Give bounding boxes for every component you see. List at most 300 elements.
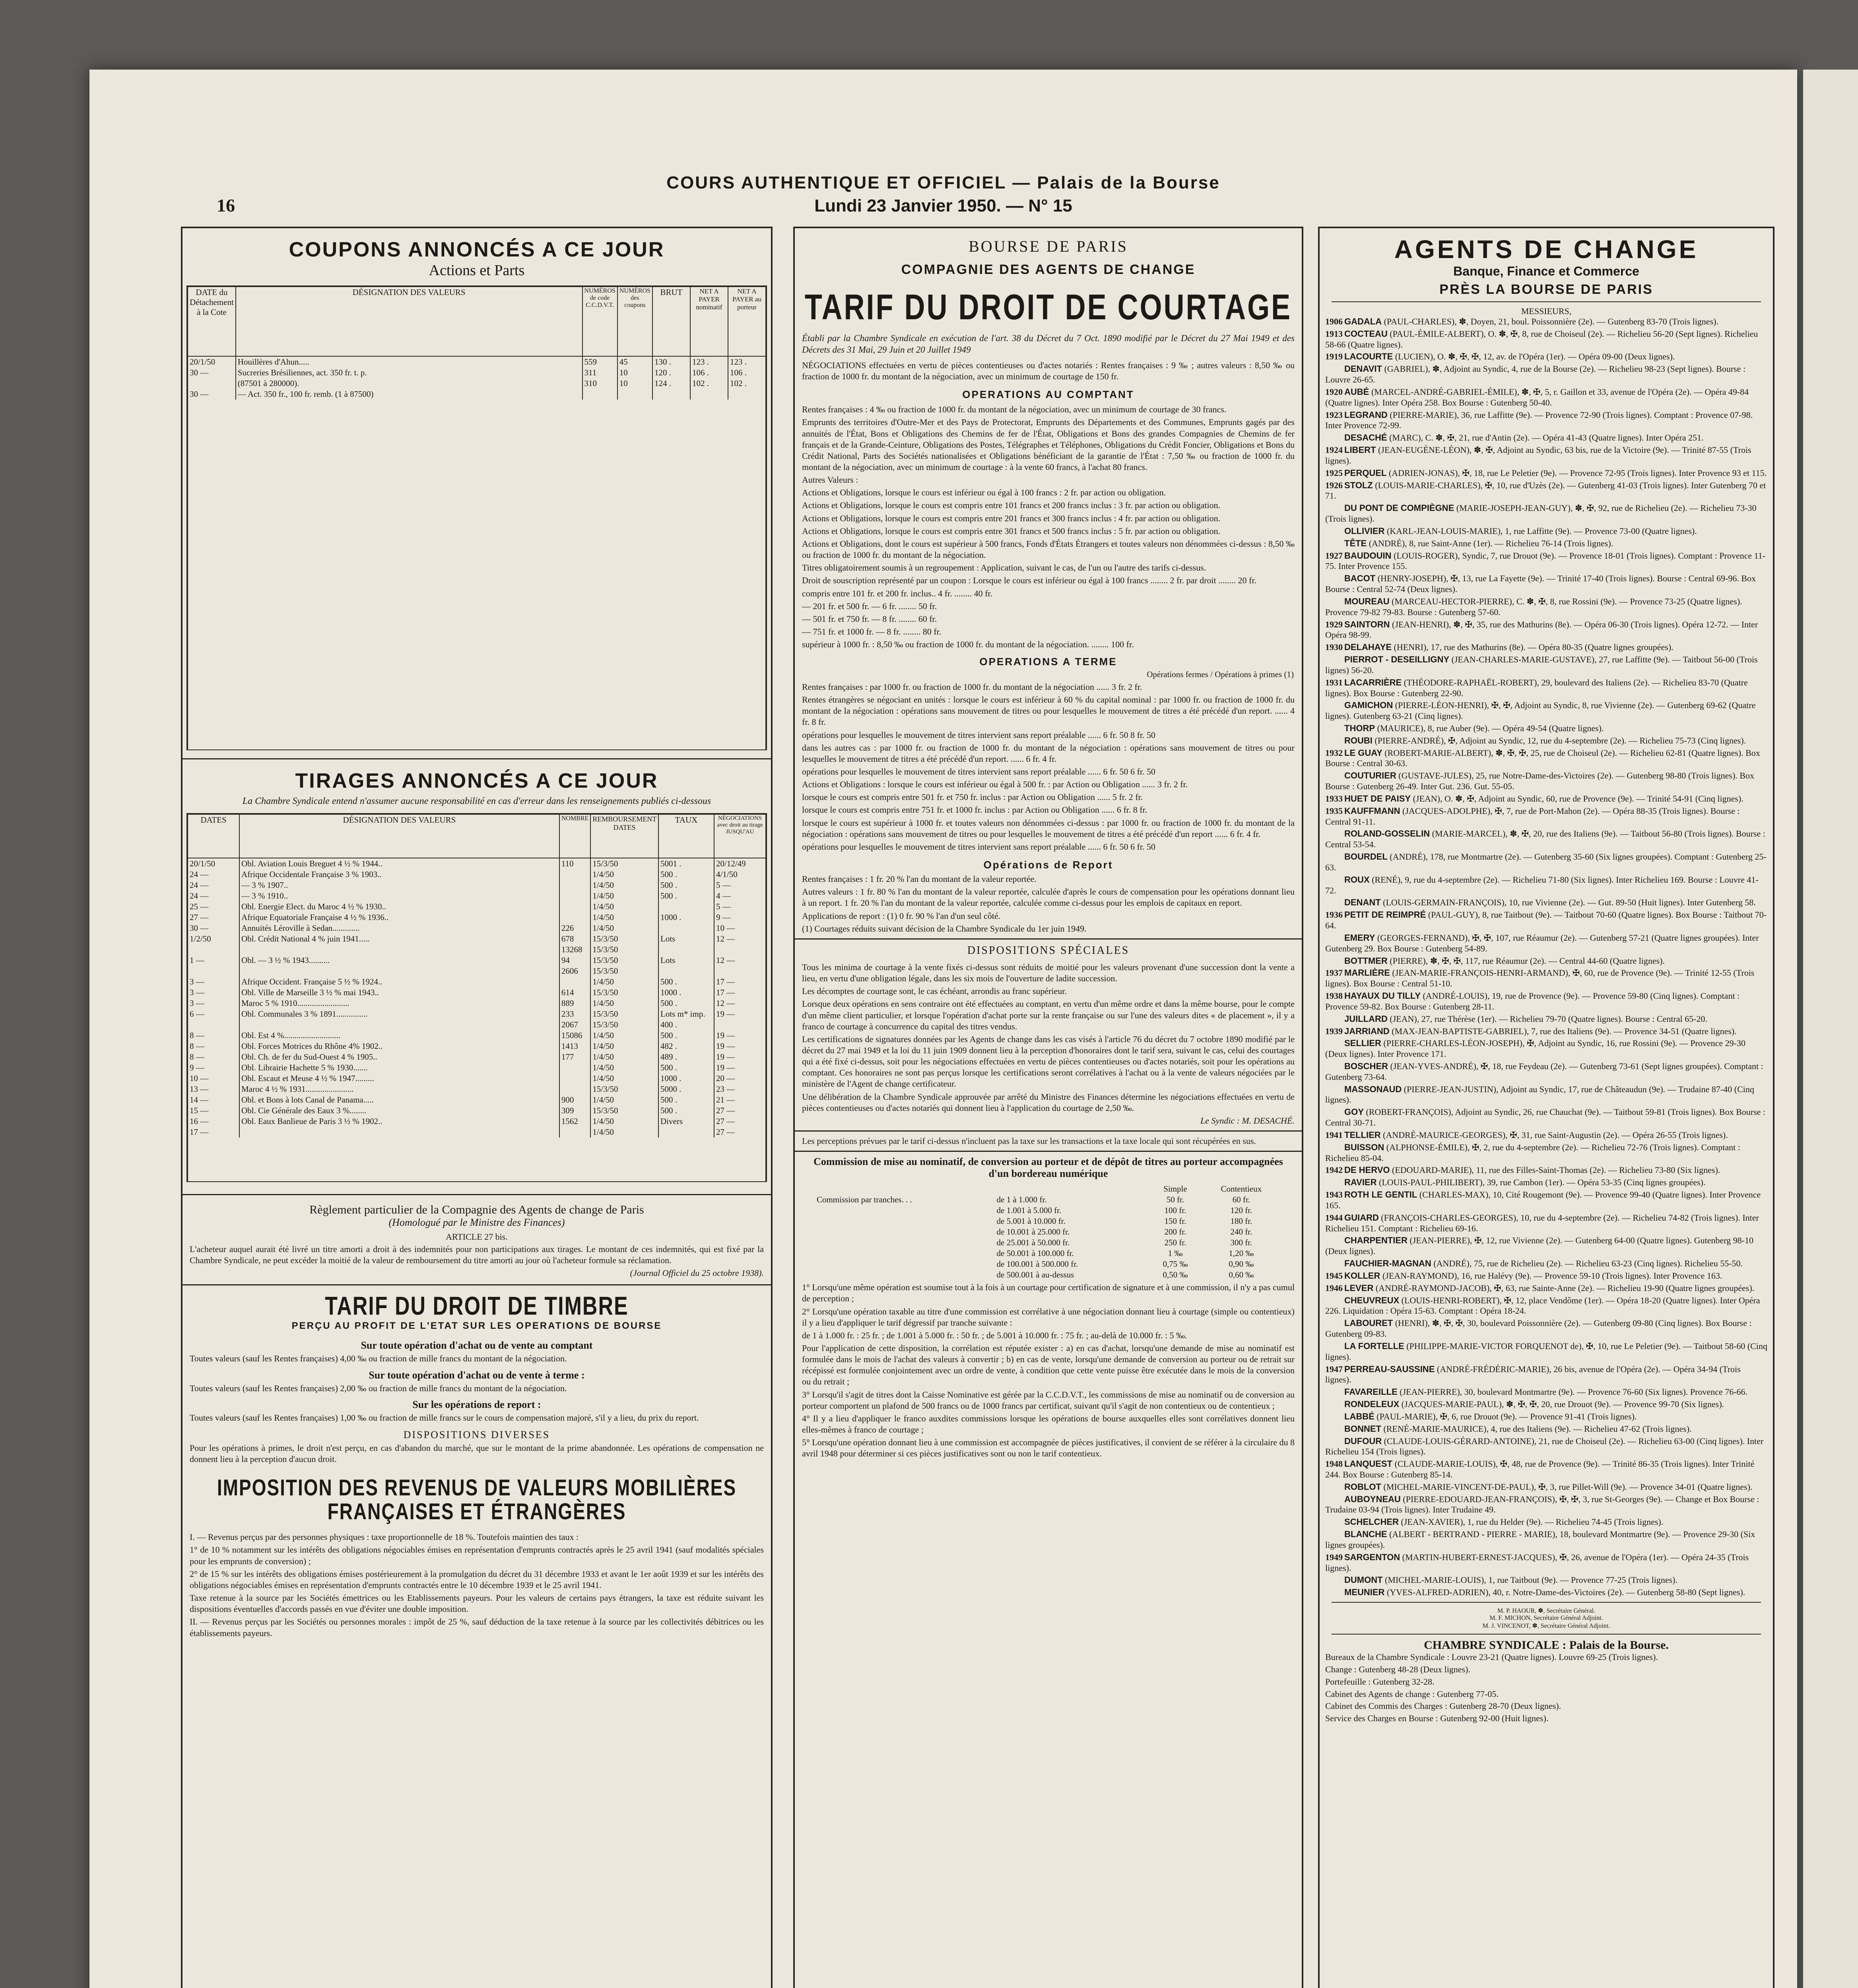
tirage-row [188,869,766,880]
coupon-row [188,356,766,367]
chambre-line: Service des Charges en Bourse : Gutenberg 92-00 (Huit lignes). [1325,1713,1549,1724]
tirage-cell-n: 1562 [559,1116,590,1127]
tirage-cell-j: 12 — [714,998,766,1009]
agent-details: (MARCEAU-HECTOR-PIERRE), C. ✽, ✠, 8, rue Rossini (9e). — Provence 73-25 (Quatre lignes). Provence 79-82 79-83. Bourse : Gutenberg 57-60. [1325,596,1742,617]
tirage-cell-name: Obl. Librairie Hachette 5 % 1930....... [239,1062,559,1073]
agent-details: (LOUIS-PAUL-PHILIBERT), 39, rue Cambon (1er). — Opéra 53-35 (Cinq lignes groupées). [1379,1177,1706,1188]
coupons-table [187,286,766,400]
tirage-cell-d: 1/4/50 [590,891,658,901]
agent-year: 1933 [1325,793,1343,804]
coupon-cell-nom: 102 . [690,378,728,389]
tirage-cell-d: 15/3/50 [590,858,658,869]
tirages-rows [188,858,766,1138]
agent-name: BAUDOUIN [1344,550,1392,561]
agent-details: (HENRI), ✽, ✠, ✠, 30, boulevard Poissonnière (2e). — Gutenberg 09-80 (Cinq lignes). Box Bourse : Gutenberg 09-83. [1325,1318,1752,1339]
agent-details: (JEAN), O. ✽, ✠, Adjoint au Syndic, 60, rue de Provence (9e). — Trinité 54-91 (Cinq lignes). [1413,793,1743,804]
commission-notes [795,1282,1302,1459]
agent-name: OLLIVIER [1344,526,1385,536]
agent-name: TELLIER [1344,1130,1381,1140]
tirage-cell-d: 1/4/50 [590,1062,658,1073]
agent-entry [1325,1014,1767,1025]
tirages-col-remb-dates: REMBOURSEMENT DATES [590,814,658,858]
agent-entry [1325,480,1767,502]
tirages-col-taux: TAUX [658,814,714,858]
tirage-cell-d: 15/3/50 [590,955,658,966]
tirage-cell-d: 1/4/50 [590,869,658,880]
agent-year: 1936 [1325,910,1343,920]
tirage-cell-j: 12 — [714,955,766,966]
tirages-col-designation: DÉSIGNATION DES VALEURS [239,814,559,858]
coupons-col-nominatif: NET A PAYER nominatif [690,287,728,356]
agent-year: 1929 [1325,619,1343,629]
commission-row [815,1248,1281,1259]
tirage-row [188,891,766,901]
tirage-row [188,858,766,869]
terme-item: lorsque le cours est compris entre 751 fr. et 1000 fr. inclus : par Action ou Obligation ...... 6 fr. 8 fr. [802,805,1147,815]
agent-entry [1325,1529,1767,1551]
agent-name: DU PONT DE COMPIÈGNE [1344,503,1454,513]
agent-name: CHARPENTIER [1344,1235,1408,1246]
agent-name: JUILLARD [1344,1013,1388,1024]
tirage-cell-name: Afrique Occidentale Française 3 % 1903.. [239,869,559,880]
agent-details: (FRANÇOIS-CHARLES-GEORGES), 10, rue du 4-septembre (2e). — Richelieu 74-82 (Trois lignes). Inter Richelieu 151. Comptant : Richelieu 69-16. [1325,1212,1759,1233]
tirage-cell-date: 1 — [188,955,239,966]
tirage-cell-j: 12 — [714,934,766,944]
agent-details: (ANDRÉ), 75, rue de Richelieu (2e). — Richelieu 63-23 (Cinq lignes). Richelieu 55-50. [1433,1258,1743,1269]
tirage-row [188,923,766,934]
agent-entry [1325,1587,1767,1598]
tirage-cell-date [188,966,239,977]
agent-entry [1325,723,1767,734]
commission-simple: 150 fr. [1164,1216,1186,1226]
agent-entry [1325,1424,1767,1435]
agent-details: (CHARLES-MAX), 10, Cité Rougemont (9e). — Provence 99-40 (Quatre lignes). Inter Provence 165. [1325,1190,1761,1210]
agent-entry [1325,748,1767,769]
tirage-cell-n: 678 [559,934,590,944]
timbre-p1: Toutes valeurs (sauf les Rentes françaises) 4,00 ‰ ou fraction de mille francs du montant de la négociation. [190,1353,567,1364]
tirages-col-jusquau: NÉGOCIATIONS avec droit au tirage JUSQU'AU [714,814,766,858]
agent-details: (ADRIEN-JONAS), ✠, 18, rue Le Peletier (9e). — Provence 72-95 (Trois lignes). Inter Provence 93 et 115. [1388,468,1767,478]
tirage-cell-t: Divers [658,1116,714,1127]
tirage-cell-name [239,944,559,955]
taxes-note: Les perceptions prévues par le tarif ci-dessus n'incluent pas la taxe sur les transactions et la taxe locale qui sont récupérées en sus. [802,1136,1256,1146]
coupon-cell-nom: 106 . [690,367,728,378]
tirage-cell-date: 9 — [188,1062,239,1073]
column-middle: BOURSE DE PARIS COMPAGNIE DES AGENTS DE CHANGE TARIF DU DROIT DE COURTAGE Établi par la Chambre Syndicale en exécution de l'art. 38 du Décret du 7 Oct. 1890 modifié par le Décret du 27 Mai 1949 et des Décrets des 31 Mai, 29 Juin et 20 Juillet 1949 NÉGOCIATIONS effectuées en vertu de pièces contentieuses ou d'actes notariés : Rentes françaises : 9 ‰ ; autres valeurs : 8,50 ‰ ou fraction de 1000 fr. du montant de la négociation, avec un minimum de courtage de 150 fr. OPERATIONS AU COMPTANT Rentes françaises : 4 ‰ ou fraction de 1000 fr. du montant de la négociation, avec un minimum de courtage de 30 francs. Emprunts des territoires d'Outre-Mer et des Pays de Protectorat, Emprunts des Départements et des Communes, Emprunts gagés par des annuités de l'État, Bons et Obligations des Chemins de fer de l'État, Obligations et Bons des grandes Compagnies de Chemins de fer français et de la Grande-Ceinture, Obligations des Postes, Télégraphes et Téléphones, Obligations du Crédit Foncier, Obligations et Bons du Crédit National, Parts des Sociétés nationalisées et Obligations bénéficiant de la garantie de l'État : 7,50 ‰ ou fraction de 1000 fr. du montant de la négociation, avec un minimum de courtage : à la vente 60 francs, à l'achat 80 francs. Autres Valeurs : Actions et Obligations, lorsque le cours est inférieur ou égal à 100 francs : 2 fr. par action ou obligation. Actions et Obligations, lorsque le cours est compris entre 101 francs et 200 francs inclus : 3 fr. par action ou obligation. Actions et Obligations, lorsque le cours est compris entre 201 francs et 300 francs inclus : 4 fr. par action ou obligation. Actions et Obligations, lorsque le cours est compris entre 301 francs et 500 francs inclus : 5 fr. par action ou obligation. Actions et Obligations, dont le cours est supérieur à 500 francs, Fonds d'États Étrangers et toutes valeurs non dénommées ci-dessus : 8,50 ‰ ou fraction de 1000 fr. du montant de la négociation. Titres obligatoirement soumis à un regroupement : Application, suivant le cas, de l'un ou l'autre des tarifs ci-dessus. Droit de souscription représenté par un coupon : Lorsque le cours est inférieur ou égal à 100 francs ........ 2 fr. par droit ........ 20 fr. compris entre 101 fr. et 200 fr. inclus.. 4 fr. ........ 40 fr. — 201 fr. et 500 fr. — 6 fr. ........ 50 fr. — 501 fr. et 750 fr. — 8 fr. ........ 60 fr. — 751 fr. et 1000 fr. — 8 fr. ........ 80 fr. supérieur à 1000 fr. : 8,50 ‰ ou fraction de 1000 fr. du montant de la négociation. ........ 100 fr. OPERATIONS A TERME Opérations fermes / Opérations à primes (1) Rentes françaises : par 1000 fr. ou fraction de 1000 fr. du montant de la négociation ...... 3 fr. 2 fr. Rentes étrangères se négociant en unités : lorsque le cours est inférieur à 60 % du capital nominal : par 1000 fr. ou fraction de 1000 fr. du montant de la négociation : opérations sans mouvement de titres ou pour lesquelles le mouvement de titres a été précédé d'un report. ...... 4 fr. 8 fr. opérations pour lesquelles le mouvement de titres intervient sans report préalable ...... 6 fr. 50 8 fr. 50 dans les autres cas : par 1000 fr. ou fraction de 1000 fr. du montant de la négociation : opérations sans mouvement de titres ou pour lesquelles le mouvement de titres a été précédé d'un report. ...... 6 fr. 4 fr. opérations pour lesquelles le mouvement de titres intervient sans report préalable ...... 6 fr. 50 6 fr. 50 Actions et Obligations : lorsque le cours est inférieur ou égal à 500 fr. : par Action ou Obligation ...... 3 fr. 2 fr. lorsque le cours est compris entre 501 fr. et 750 fr. inclus : par Action ou Obligation ...... 5 fr. 2 fr. lorsque le cours est compris entre 751 fr. et 1000 fr. inclus : par Action ou Obligation ...... 6 fr. 8 fr. lorsque le cours est supérieur à 1000 fr. et toutes valeurs non dénommées ci-dessus : par 1000 fr. ou fraction de 1000 fr. du montant de la négociation : opérations sans mouvement de titres ou pour lesquelles le mouvement de titres a été précédé d'un report ...... 6 fr. 4 fr. opérations pour lesquelles le mouvement de titres intervient sans report préalable ...... 6 fr. 50 6 fr. 50 Opérations de Report Rentes françaises : 1 fr. 20 % l'an du montant de la valeur reportée. Autres valeurs : 1 fr. 80 % l'an du montant de la valeur reportée, calculée d'après le cours de compensation pour les opérations donnant lieu à un report. 1 fr. 20 % l'an du montant de la valeur reportée, calculée comme ci-dessus pour les emplois de capitaux en report. Applications de report : (1) 0 fr. 90 % l'an d'un seul côté. (1) Courtages réduits suivant décision de la Chambre Syndicale du 1er juin 1949. DISPOSITIONS SPÉCIALES Tous les minima de courtage à la vente fixés ci-dessus sont réduits de moitié pour les valeurs provenant d'une succession dont la vente a lieu, en vertu d'une obligation légale, dans les six mois de l'ouverture de ladite succession. Les décomptes de courtage sont, le cas échéant, arrondis au franc supérieur. Lorsque deux opérations en sens contraire ont été effectuées au comptant, en vertu d'un même ordre et dans la même bourse, pour le compte d'un même client particulier, et lorsque l'opération d'achat porte sur la rente française ou sur l'une des valeurs dites « de placement », il y a franco de courtage à concurrence du capital des titres vendus. Les certifications de signatures données par les Agents de change dans les cas visés à l'article 76 du décret du 7 octobre 1890 modifié par le décret du 27 mai 1949 et la loi du 11 juin 1909 donnent lieu à la perception d'honoraires dont le tarif sera, suivant le cas, celui des courtages qui a été fixé ci-dessus, soit pour les négociations effectuées en vertu de pièces contentieuses ou d'actes notariés, soit pour les opérations au comptant. Ces honoraires ne sont pas perçus lorsque les certifications seront corrélatives à l'achat ou à la vente de valeurs négociées par le ministère de l'Agent de change certificateur. Une délibération de la Chambre Syndicale approuvée par arrêté du Ministre des Finances détermine les négociations effectuées en vertu de pièces contentieuses ou d'actes notariés qui donnent lieu à l'application du courtage de 2,50 ‰. Le Syndic : M. DESACHÉ. Les perceptions prévues par le tarif ci-dessus n'incluent pas la taxe sur les transactions et la taxe locale qui sont récupérées en sus. Commission de mise au nominatif, de conversion au porteur et de dépôt de titres au porteur accompagnées d'un bordereau numérique Simple Contentieux Commission par tranches. . . de 1 à 1.000 fr. 50 fr. 60 fr. de 1.001 à 5.000 fr. 100 fr. 120 fr. de 5.001 à 10.000 fr. 150 fr. 180 fr. de 10.001 à 25.000 fr. 200 fr. 240 fr. de 25.001 à 50.000 fr. 250 fr. 300 fr. de 50.001 à 100.000 fr. 1 ‰ 1,20 ‰ de 100.001 à 500.000 fr. 0,75 ‰ 0,90 ‰ de 500.001 à au-dessus 0,50 ‰ 0,60 ‰ 1° Lorsqu'une même opération est soumise tout à la fois à un courtage pour certification de signature et à une commission, il n'y a pas cumul de perception ; 2° Lorsqu'une opération taxable au titre d'une commission est corrélative à une négociation donnant lieu à courtage (simple ou contentieux) il y a lieu d'appliquer le tarif dégressif par tranche suivante : de 1 à 1.000 fr. : 25 fr. ; de 1.001 à 5.000 fr. : 50 fr. ; de 5.001 à 10.000 fr. : 75 fr. ; au-delà de 10.000 fr. : 5 ‰. Pour l'application de cette disposition, la corrélation est réputée exister : a) en cas d'achat, lorsqu'une demande de mise au nominatif est formulée dans le mois de l'achat des valeurs à convertir ; b) en cas de vente, lorsqu'une demande de conversion au porteur ou de retrait sur récépissé est formulée conjointement avec un ordre de vente, à condition que cette vente puisse être exécutée dans le mois de la conversion ou du retrait ; 3° Lorsqu'il s'agit de titres dont la Caisse Nominative est gérée par la C.C.D.V.T., les commissions de mise au nominatif ou de conversion au porteur comportent un plafond de 500 francs ou de 1000 francs par certificat, suivant qu'il s'agit de non contentieux ou de contentieux ; 4° Il y a lieu d'appliquer le franco auxdites commissions lorsque les opérations de bourse auxquelles elles sont corrélatives donnent lieu elles-mêmes à franco de courtage ; 5° Lorsqu'une opération donnant lieu à une commission est accompagnée de pièces justificatives, il convient de se référer à la circulaire du 8 avril 1948 pour déterminer si ces pièces justificatives sont ou non le tarif contentieux. [793,227,1303,1988]
agent-year: 1935 [1325,806,1343,816]
tirage-cell-name: Obl. Aviation Louis Breguet 4 ½ % 1944.. [239,858,559,869]
agent-name: DELAHAYE [1344,642,1392,652]
tirage-cell-j: 9 — [714,912,766,923]
terme-item: lorsque le cours est supérieur à 1000 fr. et toutes valeurs non dénommées ci-dessus : par 1000 fr. ou fraction de 1000 fr. du montant de la négociation : opérations sans mouvement de titres ou pour lesquelles le mouvement de titres a été précédé d'un report ...... 6 fr. 4 fr. [802,817,1295,839]
timbre-title: TARIF DU DROIT DE TIMBRE [325,1292,629,1321]
tirage-cell-j: 19 — [714,1062,766,1073]
commission-range: de 1 à 1.000 fr. [996,1195,1047,1205]
tirage-cell-n: 94 [559,955,590,966]
agent-name: FAVAREILLE [1344,1387,1398,1397]
tirage-cell-name: Maroc 4 ½ % 1931....................... [239,1084,559,1095]
tirage-cell-t: 500 . [658,869,714,880]
commission-range: de 5.001 à 10.000 fr. [996,1216,1066,1226]
agent-year: 1947 [1325,1364,1343,1374]
agent-entry [1325,1552,1767,1574]
tirage-cell-t: 400 . [658,1019,714,1030]
agent-details: (HENRI), 17, rue des Mathurins (8e). — Opéra 80-35 (Quatre lignes groupées). [1394,642,1674,652]
coupon-cell-date [188,378,236,389]
agent-entry [1325,433,1767,443]
agent-details: (JEAN), 27, rue Thérèse (1er). — Richelieu 79-70 (Quatre lignes). Bourse : Central 65-20. [1390,1013,1707,1024]
commission-row [815,1227,1281,1237]
agent-year: 1906 [1325,316,1343,326]
agent-details: (ANDRÉ-RAYMOND-JACOB), ✠, 63, rue Sainte-Anne (2e). — Richelieu 19-90 (Quatre lignes groupées). [1375,1283,1755,1293]
agent-details: (KARL-JEAN-LOUIS-MARIE), 1, rue Laffitte (9e). — Provence 73-00 (Quatre lignes). [1386,526,1697,536]
courtage-intro: Établi par la Chambre Syndicale en exécution de l'art. 38 du Décret du 7 Oct. 1890 modifié par le Décret du 27 Mai 1949 et des Décrets des 31 Mai, 29 Juin et 20 Juillet 1949 [802,333,1295,355]
tirage-cell-n [559,901,590,912]
tirage-cell-t: Lots [658,955,714,966]
tirage-row [188,1116,766,1127]
tirage-cell-d: 15/3/50 [590,1084,658,1095]
agent-name: CHEUVREUX [1344,1295,1400,1305]
agent-entry [1325,933,1767,954]
agent-entry [1325,794,1767,804]
tirage-cell-j [714,966,766,977]
agent-details: (GEORGES-FERNAND), ✠, ✠, 107, rue Réaumur (2e). — Gutenberg 57-21 (Quatre lignes groupées). Inter Gutenberg 29. Box Bourse : Gutenberg 54-89. [1325,932,1759,953]
comptant-item: — 201 fr. et 500 fr. — 6 fr. ........ 50 fr. [802,601,937,611]
agent-entry [1325,1517,1767,1528]
tirages-note: La Chambre Syndicale entend n'assumer aucune responsabilité en cas d'erreur dans les renseignements publiés ci-dessous [242,796,711,806]
coupon-cell-num: 45 [617,356,652,367]
chambre-line: Cabinet des Commis des Charges : Gutenberg 28-70 (Deux lignes). [1325,1701,1561,1711]
tirage-cell-date [188,1019,239,1030]
tirage-cell-n: 309 [559,1105,590,1116]
commission-contentieux: 120 fr. [1230,1206,1252,1215]
comptant-item: Titres obligatoirement soumis à un regroupement : Application, suivant le cas, de l'un ou l'autre des tarifs ci-dessus. [802,563,1206,573]
coupons-col-designation: DÉSIGNATION DES VALEURS [236,287,582,356]
tirage-row [188,998,766,1009]
courtage-kicker: BOURSE DE PARIS [969,237,1128,255]
commission-note: 5° Lorsqu'une opération donnant lieu à une commission est accompagnée de pièces justificatives, il convient de se référer à la circulaire du 8 avril 1948 pour déterminer si ces pièces justificatives sont ou non le tarif contentieux. [802,1437,1295,1459]
tirage-cell-j [714,944,766,955]
agent-name: ROTH LE GENTIL [1344,1190,1417,1200]
agent-name: KOLLER [1344,1270,1380,1281]
agent-entry [1325,551,1767,572]
agent-details: (JACQUES-MARIE-PAUL), ✽, ✠, ✠, 20, rue Drouot (9e). — Provence 99-70 (Six lignes). [1401,1399,1724,1409]
agent-entry [1325,1038,1767,1060]
agent-name: LIBERT [1344,445,1376,455]
agent-name: ROUX [1344,874,1370,885]
commission-label [815,1227,995,1237]
tirage-cell-n [559,1084,590,1095]
agent-entry [1325,1575,1767,1586]
agent-entry [1325,364,1767,385]
agent-entry [1325,654,1767,676]
tirage-cell-name: — 3 % 1907.. [239,880,559,891]
tirage-row [188,1095,766,1105]
coupon-cell-name: Houillères d'Ahun..... [236,356,582,367]
imposition-i: I. — Revenus perçus par des personnes physiques : taxe proportionnelle de 18 %. Toutefois maintien des taux : [190,1532,579,1542]
tirage-cell-t: 500 . [658,1095,714,1105]
agent-details: (MICHEL-MARIE-LOUIS), 1, rue Taitbout (9e). — Provence 77-25 (Trois lignes). [1385,1575,1678,1585]
tirage-cell-date: 24 — [188,880,239,891]
agent-name: RONDELEUX [1344,1399,1400,1409]
commission-note: 3° Lorsqu'il s'agit de titres dont la Caisse Nominative est gérée par la C.C.D.V.T., les commissions de mise au nominatif ou de conversion au porteur comportent un plafond de 500 francs ou de 1000 francs par certificat, suivant qu'il s'agit de non contentieux ou de contentieux ; [802,1389,1295,1411]
timbre-p4: Pour les opérations à primes, le droit n'est perçu, en cas d'abandon du marché, que sur le montant de la prime abandonnée. Les opérations de compensation ne donnent lieu à la perception d'aucun droit. [190,1442,764,1464]
agent-entry [1325,1494,1767,1516]
agent-details: (ANDRÉ-MAURICE-GEORGES), ✠, 31, rue Saint-Augustin (2e). — Opéra 26-55 (Trois lignes). [1383,1130,1728,1140]
agent-name: BLANCHE [1344,1529,1387,1540]
dispo-heading: DISPOSITIONS SPÉCIALES [967,944,1130,957]
tirage-cell-t: 1000 . [658,987,714,998]
agent-name: ROUBI [1344,735,1373,746]
agent-details: (CLAUDE-MARIE-LOUIS), ✠, 48, rue de Provence (9e). — Trinité 86-35 (Trois lignes). Inter Trinité 244. Box Bourse : Gutenberg 85-14. [1325,1459,1755,1479]
agent-name: SAINTORN [1344,619,1390,629]
agent-details: (JEAN-HENRI), ✽, ✠, 35, rue des Mathurins (8e). — Opéra 06-30 (Trois lignes). Opéra 12-72. — Inter Opéra 98-99. [1325,619,1758,640]
agent-entry [1325,316,1767,327]
agent-name: LE GUAY [1344,747,1382,758]
agent-entry [1325,910,1767,931]
agent-entry [1325,736,1767,746]
agent-details: (JACQUES-ADOLPHE), ✠, 7, rue de Port-Mahon (2e). — Opéra 88-35 (Trois lignes). Bourse : Central 91-11. [1325,806,1740,827]
comptant-item: — 501 fr. et 750 fr. — 8 fr. ........ 60 fr. [802,613,937,624]
tirage-cell-n [559,869,590,880]
tirage-cell-date: 25 — [188,901,239,912]
tirage-cell-name: — 3 % 1910.. [239,891,559,901]
tirage-cell-name: Obl. — 3 ½ % 1943.......... [239,955,559,966]
imposition-ii: II. — Revenus perçus par les Sociétés ou personnes morales : impôt de 25 %, sauf déduction de la taxe retenue à la source par les collectivités débitrices ou les établissements payeurs. [190,1617,764,1638]
tirage-cell-d: 1/4/50 [590,1116,658,1127]
tirage-cell-date: 24 — [188,891,239,901]
tirage-cell-name: Afrique Equatoriale Française 4 ½ % 1936.. [239,912,559,923]
tirage-cell-date: 10 — [188,1073,239,1084]
coupons-col-date: DATE du Détachement à la Cote [188,287,236,356]
terme-item: dans les autres cas : par 1000 fr. ou fraction de 1000 fr. du montant de la négociation : opérations sans mouvement de titres ou pour lesquelles le mouvement de titres a été précédé d'un report. ...... 6 fr. 4 fr. [802,742,1295,764]
agent-name: EMERY [1344,932,1375,943]
tirage-cell-j: 19 — [714,1009,766,1019]
coupon-cell-date: 30 — [188,367,236,378]
tirage-cell-n: 177 [559,1052,590,1062]
tirage-cell-j: 27 — [714,1116,766,1127]
tirage-cell-n [559,1062,590,1073]
agent-details: (ALBERT - BERTRAND - PIERRE - MARIE), 18, boulevard Montmartre (9e). — Provence 29-30 (Six lignes groupées). [1325,1529,1755,1550]
chambre-line: Cabinet des Agents de change : Gutenberg 77-05. [1325,1689,1499,1699]
agent-details: (PIERRE-JEAN-JUSTIN), Adjoint au Syndic, 17, rue de Châteaudun (9e). — Trudaine 87-40 (Cinq lignes). [1325,1084,1754,1105]
coupons-rows [188,356,766,400]
agent-name: BOURDEL [1344,852,1388,862]
reglement-source: (Journal Officiel du 25 octobre 1938). [630,1268,764,1278]
imposition-title-2: FRANÇAISES ET ÉTRANGÈRES [327,1498,626,1524]
tirage-row [188,1030,766,1041]
agent-year: 1924 [1325,445,1343,455]
agent-year: 1946 [1325,1283,1343,1293]
comptant-item: Actions et Obligations, lorsque le cours est compris entre 301 francs et 500 francs inclus : 5 fr. par action ou obligation. [802,526,1221,536]
page-number: 16 [217,195,235,215]
agent-year: 1923 [1325,410,1343,420]
dispo-item: Les certifications de signatures données par les Agents de change dans les cas visés à l'article 76 du décret du 7 octobre 1890 modifié par le décret du 27 mai 1949 et la loi du 11 juin 1909 donnent lieu à la perception d'honoraires dont le tarif sera, suivant le cas, celui des courtages qui a été fixé ci-dessus, soit pour les négociations effectuées en vertu de pièces contentieuses ou d'actes notariés, soit pour les opérations au comptant. Ces honoraires ne sont pas perçus lorsque les certifications seront corrélatives à l'achat ou à la vente de valeurs négociées par le ministère de l'Agent de change certificateur. [802,1034,1295,1089]
report-item: (1) Courtages réduits suivant décision de la Chambre Syndicale du 1er juin 1949. [802,923,1087,934]
tirage-cell-n: 614 [559,987,590,998]
agent-name: PERQUEL [1344,468,1387,478]
terme-item: Actions et Obligations : lorsque le cours est inférieur ou égal à 500 fr. : par Action ou Obligation ...... 3 fr. 2 fr. [802,779,1188,790]
agent-details: (ANDRÉ-LOUIS), 19, rue de Provence (9e). — Provence 59-80 (Cinq lignes). Comptant : Provence 59-82. Box Bourse : Gutenberg 28-11. [1325,991,1740,1011]
agent-year: 1937 [1325,968,1343,978]
coupon-cell-code: 559 [582,356,617,367]
agent-entry [1325,1107,1767,1128]
tirage-cell-n: 110 [559,858,590,869]
agent-year: 1925 [1325,468,1343,478]
commission-table [815,1184,1281,1280]
agent-name: MARLIÈRE [1344,968,1390,978]
agent-entry [1325,1283,1767,1294]
commission-row [815,1194,1281,1205]
commission-note: Pour l'application de cette disposition, la corrélation est réputée exister : a) en cas d'achat, lorsqu'une demande de mise au nominatif est formulée dans le mois de l'achat des valeurs à convertir ; b) en cas de vente, lorsqu'une demande de conversion au porteur ou de retrait sur récépissé est formulée conjointement avec un ordre de vente, à condition que cette vente puisse être exécutée dans le mois de la conversion ou du retrait ; [802,1343,1295,1387]
coupon-cell-code [582,389,617,400]
agent-name: PETIT DE REIMPRÉ [1344,910,1426,920]
agent-entry [1325,387,1767,408]
agent-details: (PIERRE), ✽, ✠, ✠, 117, rue Réaumur (2e). — Central 44-60 (Quatre lignes). [1390,955,1665,966]
imposition-i3: Taxe retenue à la source par les Sociétés émettrices ou les Etablissements payeurs. Pour les valeurs de certains pays étrangers, la taxe est réduite suivant les dispositions éventuelles d'accords passés en vue d'éviter une double imposition. [190,1593,764,1614]
agents-messieurs: MESSIEURS, [1521,306,1572,316]
commission-note: de 1 à 1.000 fr. : 25 fr. ; de 1.001 à 5.000 fr. : 50 fr. ; de 5.001 à 10.000 fr. : 75 fr. ; au-delà de 10.000 fr. : 5 ‰. [802,1330,1187,1340]
reglement-subtitle: (Homologué par le Ministre des Finances) [388,1217,565,1228]
comptant-item: Droit de souscription représenté par un coupon : Lorsque le cours est inférieur ou égal à 100 francs ........ 2 fr. par droit ........ 20 fr. [802,575,1257,586]
agent-entry [1325,1142,1767,1164]
agent-entry [1325,1318,1767,1340]
coupon-cell-date: 20/1/50 [188,356,236,367]
commission-simple: 50 fr. [1166,1195,1184,1205]
agent-name: ROLAND-GOSSELIN [1344,829,1430,839]
agent-year: 1930 [1325,642,1343,652]
comptant-item: — 751 fr. et 1000 fr. — 8 fr. ........ 80 fr. [802,627,942,637]
agent-details: (LOUIS-MARIE-CHARLES), ✠, 10, rue d'Uzès (2e). — Gutenberg 41-03 (Trois lignes). Inter Gutenberg 70 et 71. [1325,480,1766,501]
tirage-row [188,987,766,998]
tirages-title: TIRAGES ANNONCÉS A CE JOUR [295,769,658,792]
agent-entry [1325,1084,1767,1106]
agent-details: (PHILIPPE-MARIE-VICTOR FORQUENOT de), ✠, 10, rue Le Peletier (9e). — Taitbout 58-60 (Cinq lignes). [1325,1341,1768,1362]
agent-year: 1939 [1325,1026,1343,1036]
agent-entry [1325,596,1767,618]
agent-year: 1931 [1325,677,1343,687]
tirage-cell-name: Obl. Eaux Banlieue de Paris 3 ½ % 1902.. [239,1116,559,1127]
courtage-nego: NÉGOCIATIONS effectuées en vertu de pièces contentieuses ou d'actes notariés : Rentes françaises : 9 ‰ ; autres valeurs : 8,50 ‰ ou fraction de 1000 fr. du montant de la négociation, avec un minimum de courtage de 150 fr. [802,360,1295,382]
agent-details: (ALPHONSE-ÉMILE), ✠, 2, rue du 4-septembre (2e). — Richelieu 72-76 (Trois lignes). Comptant : Richelieu 85-04. [1325,1142,1740,1163]
agent-entry [1325,1258,1767,1269]
timbre-p3: Toutes valeurs (sauf les Rentes françaises) 1,00 ‰ ou fraction de mille francs sur le cours de compensation majoré, s'il y a lieu, du prix du report. [190,1412,699,1423]
agent-entry [1325,829,1767,850]
agent-name: THORP [1344,723,1375,733]
agent-name: LABBÉ [1344,1411,1375,1421]
agent-name: PIERROT - DESEILLIGNY [1344,654,1450,665]
tirage-cell-n: 13268 [559,944,590,955]
agent-entry [1325,678,1767,699]
tirage-cell-name: Obl. Ville de Marseille 3 ½ % mai 1943.. [239,987,559,998]
agent-name: MOUREAU [1344,596,1390,606]
staff-member: M. F. MICHON, Secrétaire Général Adjoint. [1489,1615,1603,1622]
commission-row [815,1216,1281,1227]
agent-details: (LOUIS-HENRI-ROBERT), ✠, 12, place Vendôme (1er). — Opéra 18-20 (Quatre lignes). Inter Opéra 226. Liquidation : Opéra 15-63. Comptant : Opéra 18-24. [1325,1295,1760,1316]
tirage-cell-d: 1/4/50 [590,923,658,934]
agent-entry [1325,619,1767,641]
agent-name: ROBLOT [1344,1481,1381,1492]
header-date: Lundi 23 Janvier 1950. — N° 15 [814,196,1072,215]
tirage-cell-t: 1000 . [658,1073,714,1084]
coupon-cell-num: 10 [617,378,652,389]
agent-entry [1325,503,1767,524]
tirage-cell-date: 6 — [188,1009,239,1019]
terme-item: opérations pour lesquelles le mouvement de titres intervient sans report préalable ...... 6 fr. 50 8 fr. 50 [802,730,1155,740]
agent-entry [1325,351,1767,362]
agent-entry [1325,771,1767,792]
agent-entry [1325,1295,1767,1317]
agent-name: LA FORTELLE [1344,1341,1404,1351]
agent-year: 1920 [1325,386,1343,397]
agent-details: (MARIE-MARCEL), ✽, ✠, 20, rue des Italiens (9e). — Taitbout 56-80 (Trois lignes). Bourse : Central 53-54. [1325,829,1765,850]
agent-entry [1325,956,1767,967]
coupons-blank [187,400,766,749]
agent-details: (RENÉ-MARIE-MAURICE), 4, rue des Italiens (9e). — Richelieu 47-62 (Trois lignes). [1383,1423,1692,1434]
column-left [181,227,773,1988]
agent-name: HUET DE PAISY [1344,793,1411,804]
agent-name: BONNET [1344,1423,1381,1434]
commission-contentieux: 0,90 ‰ [1229,1259,1254,1269]
tirage-cell-date: 20/1/50 [188,858,239,869]
agent-entry [1325,468,1767,479]
tirage-cell-j: 17 — [714,987,766,998]
syndic-signature: Le Syndic : M. DESACHÉ. [1200,1115,1295,1126]
tirage-cell-n: 1413 [559,1041,590,1052]
agent-details: (LOUIS-ROGER), Syndic, 7, rue Drouot (9e). — Provence 18-01 (Trois lignes). Comptant : Provence 11-75. Inter Provence 155. [1325,550,1766,571]
commission-contentieux: 60 fr. [1232,1195,1250,1205]
agent-name: DUMONT [1344,1575,1383,1585]
commission-rows [815,1194,1281,1280]
commission-label [815,1205,995,1216]
commission-label [815,1237,995,1248]
tirage-row [188,1062,766,1073]
tirage-row [188,912,766,923]
agent-details: (ANDRÉ), 8, rue Saint-Anne (1er). — Richelieu 76-14 (Trois lignes). [1369,538,1613,548]
tirage-row [188,1105,766,1116]
reglement-title: Règlement particulier de la Compagnie des Agents de change de Paris [309,1203,644,1216]
tirage-row [188,944,766,955]
dispo-item: Tous les minima de courtage à la vente fixés ci-dessus sont réduits de moitié pour les valeurs provenant d'une succession dont la vente a lieu, en vertu d'une obligation légale, dans les six mois de l'ouverture de ladite succession. [802,962,1295,984]
agent-entry [1325,642,1767,653]
agent-entry [1325,1436,1767,1458]
tirage-row [188,1052,766,1062]
tirage-cell-t [658,901,714,912]
tirage-cell-d: 1/4/50 [590,1041,658,1052]
tirage-cell-d: 1/4/50 [590,880,658,891]
tirage-cell-j: 5 — [714,880,766,891]
coupon-cell-brut: 124 . [652,378,690,389]
agent-name: HAYAUX DU TILLY [1344,991,1421,1001]
coupon-cell-port: 106 . [728,367,766,378]
timbre-h2: Sur toute opération d'achat ou de vente à terme : [369,1369,585,1381]
tirage-cell-date: 24 — [188,869,239,880]
commission-range: de 10.001 à 25.000 fr. [996,1227,1070,1237]
tirage-cell-name: Obl. Est 4 %........................... [239,1030,559,1041]
tirage-cell-j: 5 — [714,901,766,912]
agent-name: COCTEAU [1344,328,1388,339]
tirage-cell-n: 2067 [559,1019,590,1030]
tirages-table-frame [186,813,767,1182]
tirage-row [188,955,766,966]
commission-row [815,1205,1281,1216]
tirage-row [188,901,766,912]
agent-details: (JEAN-PIERRE), 30, boulevard Montmartre (9e). — Provence 76-60 (Six lignes). Provence 76-66. [1400,1387,1748,1397]
tirage-cell-j: 4 — [714,891,766,901]
tirage-cell-name: Obl. Communales 3 % 1891............... [239,1009,559,1019]
tirage-cell-j: 10 — [714,923,766,934]
tirage-cell-d: 15/3/50 [590,987,658,998]
